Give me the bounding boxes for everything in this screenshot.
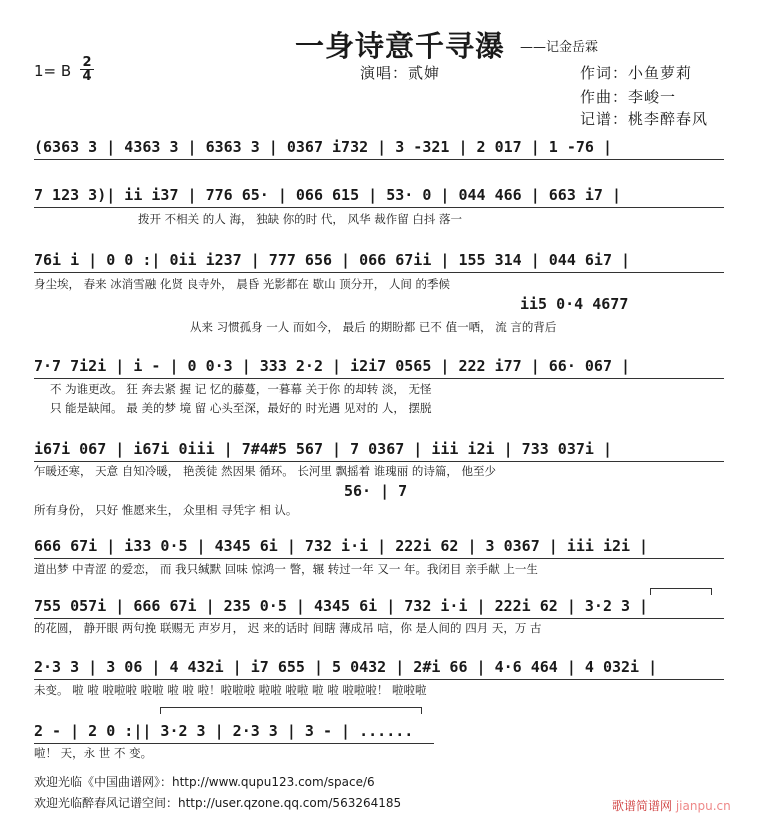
footer-link-2[interactable]: 欢迎光临醉春风记谱空间：http://user.qzone.qq.com/563264185 <box>34 796 402 810</box>
time-signature <box>80 56 94 83</box>
key-signature: 1= B <box>34 62 72 80</box>
alt-notation-line-5: 56· | 7 <box>344 482 408 500</box>
lyrics-line-7: 的花圆， 静开眼 两句挽 联赐无 声岁月， 迟 来的话时 间瞎 薄成吊 唁，你 是人间的 四月 天，万 古 <box>34 621 542 635</box>
lyrics-line-4b: 只 能是缺闻。 最 美的梦 境 留 心头至深，最好的 时光遇 见对的 人， 摆脱 <box>50 401 432 415</box>
lyricist-credit: 作词：小鱼萝莉 <box>580 64 693 82</box>
alt-lyrics-line-3: 从来 习惯孤身 一人 而如今， 最后 的期盼都 已不 值一哂， 流 言的背后 <box>190 320 557 334</box>
notation-line-6: 666 67i | i33 0·5 | 4345 6i | 732 i·i | 222i 62 | 3 0367 | iii i2i | <box>34 537 724 559</box>
alt-notation-line-3: ii5 0·4 4677 <box>520 295 629 313</box>
lyrics-line-2: 拨开 不相关 的人 海， 独缺 你的时 代， 风华 裁作留 白抖 落一 <box>138 212 463 226</box>
notation-line-9: 2 - | 2 0 :|| 3·2 3 | 2·3 3 | 3 - | ...... <box>34 722 434 744</box>
song-title: 一身诗意千寻瀑 <box>295 29 506 63</box>
time-signature-bottom: 4 <box>82 69 92 84</box>
transcriber-credit: 记谱：桃李醉春风 <box>580 110 709 128</box>
notation-line-4: 7·7 7i2i | i - | 0 0·3 | 333 2·2 | i2i7 0565 | 222 i77 | 66· 067 | <box>34 357 724 379</box>
ending-bracket-2 <box>160 707 422 714</box>
singer-credit: 演唱：贰婶 <box>360 64 441 82</box>
notation-line-7: 755 057i | 666 67i | 235 0·5 | 4345 6i | 732 i·i | 222i 62 | 3·2 3 | <box>34 597 724 619</box>
watermark-url: jianpu.cn <box>675 799 731 813</box>
recorder-note: ——记金岳霖 <box>520 40 599 55</box>
watermark <box>612 797 731 814</box>
lyrics-line-4a: 不 为谁更改。 狂 奔去紧 握 记 忆的藤蔓，一暮幕 关于你 的却转 淡， 无怪 <box>50 382 432 396</box>
alt-lyrics-line-5: 所有身份， 只好 惟愿来生， 众里相 寻凭字 相 认。 <box>34 503 298 517</box>
footer-link-1[interactable]: 欢迎光临《中国曲谱网》：http://www.qupu123.com/space/6 <box>34 775 375 789</box>
lyrics-line-8: 未变。 啦 啦 啦啦啦 啦啦 啦 啦 啦！啦啦啦 啦啦 啦啦 啦 啦 啦啦啦！ 啦啦啦 <box>34 683 427 697</box>
time-signature-top: 2 <box>80 56 94 70</box>
composer-credit: 作曲：李峻一 <box>580 88 677 106</box>
lyrics-line-3: 身尘埃， 春来 冰消雪融 化贤 良寺外， 晨昏 光影都在 歇山 顶分开， 人间 的季候 <box>34 277 451 291</box>
lyrics-line-9: 啦！ 天，永 世 不 变。 <box>34 746 153 760</box>
watermark-site: 歌谱简谱网 <box>612 799 673 813</box>
lyrics-line-6: 道出梦 中青涩 的爱恋， 而 我只缄默 回味 惊鸿一 瞥，辗 转过一年 又一 年。我闭目 亲手献 上一生 <box>34 562 538 576</box>
notation-line-1: (6363 3 | 4363 3 | 6363 3 | 0367 i732 | 3 -321 | 2 017 | 1 -76 | <box>34 138 724 160</box>
notation-line-5: i67i 067 | i67i 0iii | 7#4#5 567 | 7 0367 | iii i2i | 733 037i | <box>34 440 724 462</box>
lyrics-line-5: 乍暖还寒， 天意 自知冷暖， 艳羡徒 然因果 循环。 长河里 飘摇着 谁瑰丽 的诗篇， 他至少 <box>34 464 497 478</box>
notation-line-3: 76i i | 0 0 :| 0ii i237 | 777 656 | 066 67ii | 155 314 | 044 6i7 | <box>34 251 724 273</box>
notation-line-2: 7 123 3)| ii i37 | 776 65· | 066 615 | 53· 0 | 044 466 | 663 i7 | <box>34 186 724 208</box>
notation-line-8: 2·3 3 | 3 06 | 4 432i | i7 655 | 5 0432 | 2#i 66 | 4·6 464 | 4 032i | <box>34 658 724 680</box>
ending-bracket-1 <box>650 588 712 595</box>
